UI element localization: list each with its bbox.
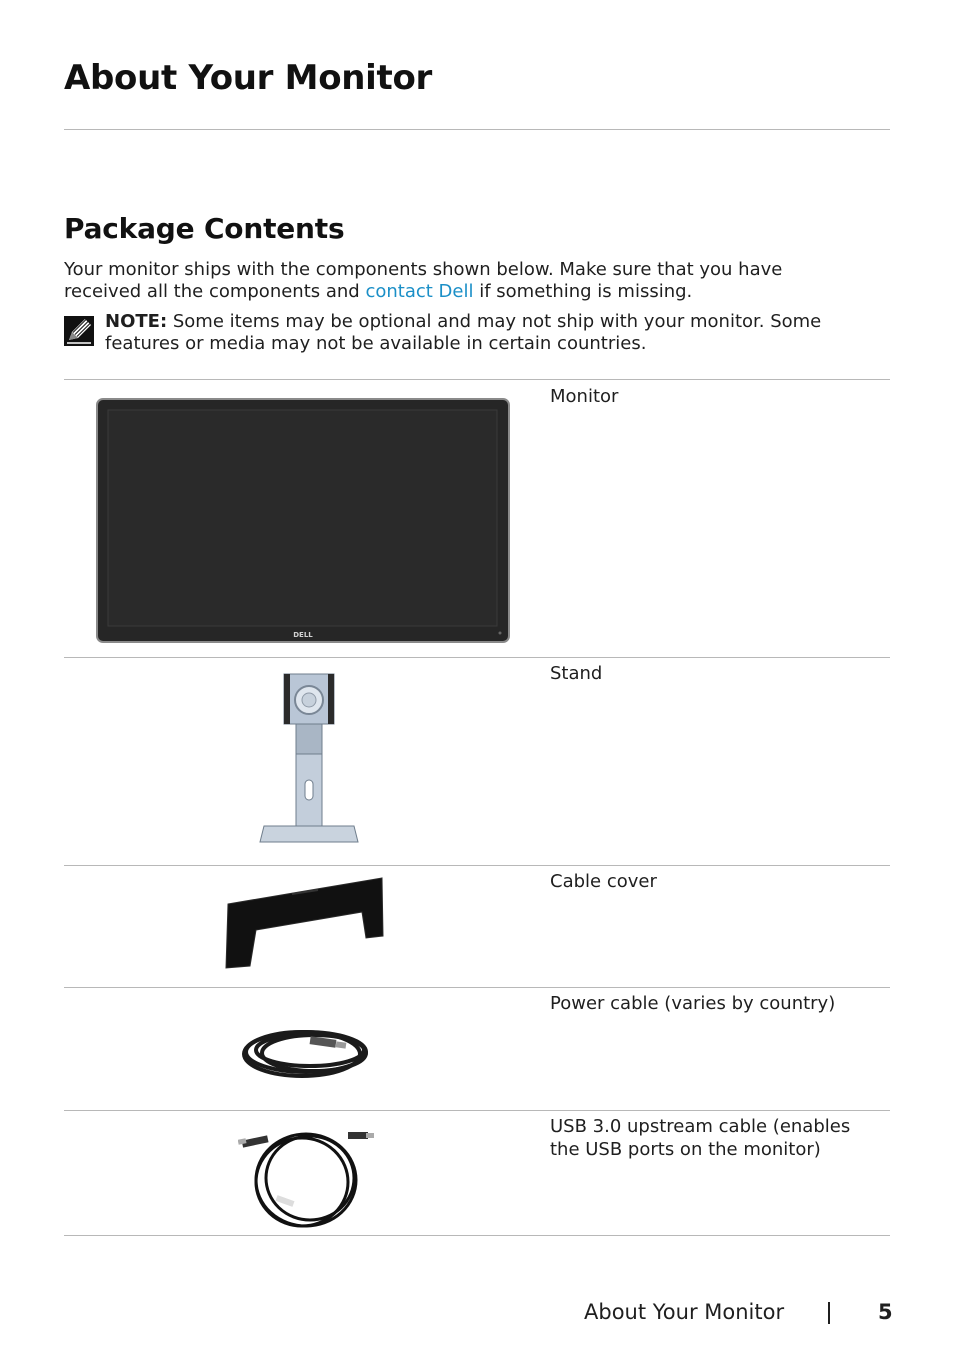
table-row-divider [64,379,890,380]
intro-text-end: if something is missing. [473,281,693,302]
footer-title: About Your Monitor [584,1300,785,1324]
intro-text: Your monitor ships with the components shown below. Make sure that you have received all the components and [64,259,783,302]
note-label: NOTE: [105,311,168,332]
title-divider [64,129,890,130]
item-label-power-cable: Power cable (varies by country) [550,993,836,1014]
page-title: About Your Monitor [64,58,433,98]
item-label-cable-cover: Cable cover [550,871,657,892]
intro-paragraph [64,259,864,303]
footer-separator [828,1302,830,1324]
power-cable-image [240,1020,380,1084]
note-pencil-icon [64,316,94,346]
usb-cable-image [238,1124,378,1232]
table-row-divider [64,865,890,866]
stand-image [256,672,362,846]
table-row-divider [64,1235,890,1236]
cable-cover-image [222,876,386,970]
item-label-stand: Stand [550,663,603,684]
table-row-divider [64,987,890,988]
page-number: 5 [878,1300,893,1324]
item-label-monitor: Monitor [550,386,619,407]
item-label-usb-cable: USB 3.0 upstream cable (enables the USB ports on the monitor) [550,1116,851,1160]
table-row-divider [64,1110,890,1111]
monitor-image [96,398,510,643]
note-paragraph [105,311,865,355]
contact-dell-link[interactable]: contact Dell [365,281,474,302]
section-title: Package Contents [64,212,345,245]
table-row-divider [64,657,890,658]
dell-logo: DELL [293,631,313,639]
note-text: Some items may be optional and may not ship with your monitor. Some features or media may not be available in certain countries. [105,311,822,354]
